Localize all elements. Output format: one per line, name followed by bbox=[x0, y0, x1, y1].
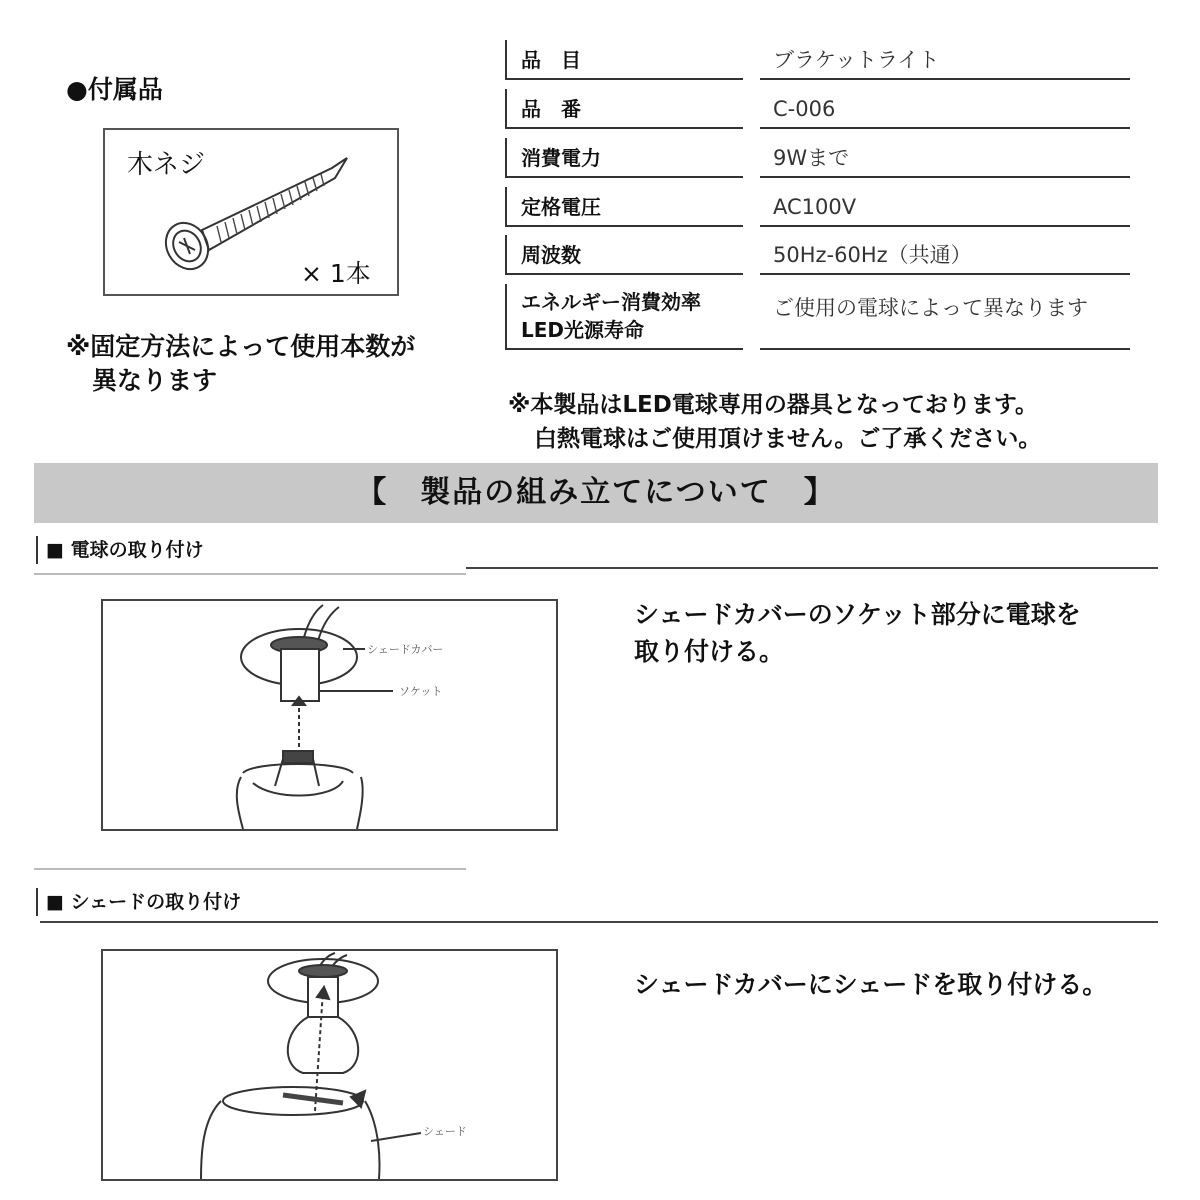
accessories-title: ●付属品 bbox=[66, 75, 163, 104]
figure-label-shade: シェード bbox=[423, 1125, 467, 1138]
spec-value-frequency: 50Hz-60Hz（共通） bbox=[760, 235, 1130, 275]
screw-box bbox=[103, 128, 399, 296]
divider bbox=[34, 573, 466, 575]
spec-label-number: 品 番 bbox=[505, 89, 743, 129]
spec-value-voltage: AC100V bbox=[760, 187, 1130, 227]
section-heading-bulb: ■ 電球の取り付け bbox=[36, 536, 204, 564]
spec-note-line2: 白熱電球はご使用頂けません。ご了承ください。 bbox=[534, 426, 1042, 452]
screw-name: 木ネジ bbox=[127, 150, 206, 180]
figure-label-shade-cover: シェードカバー bbox=[367, 643, 444, 656]
divider bbox=[34, 868, 466, 870]
spec-value-power: 9Wまで bbox=[760, 138, 1130, 178]
spec-label-power: 消費電力 bbox=[505, 138, 743, 178]
spec-label-efficiency-line2: LED光源寿命 bbox=[521, 318, 645, 342]
accessories-note bbox=[66, 330, 466, 398]
spec-value-number: C-006 bbox=[760, 89, 1130, 129]
accessories-note-line2: 異なります bbox=[92, 366, 218, 395]
bulb-install-description-line2: 取り付ける。 bbox=[634, 637, 785, 666]
divider bbox=[466, 567, 1158, 569]
shade-install-figure bbox=[101, 949, 558, 1181]
section-heading-shade: ■ シェードの取り付け bbox=[36, 888, 241, 916]
divider bbox=[40, 921, 1158, 923]
assembly-banner: 【 製品の組み立てについて 】 bbox=[34, 463, 1158, 523]
spec-label-voltage: 定格電圧 bbox=[505, 187, 743, 227]
spec-label-frequency: 周波数 bbox=[505, 235, 743, 275]
screw-count: × 1本 bbox=[301, 259, 371, 288]
spec-label-efficiency bbox=[505, 284, 743, 350]
spec-value-item: ブラケットライト bbox=[760, 40, 1130, 80]
bulb-install-figure bbox=[101, 599, 558, 831]
spec-label-item: 品 目 bbox=[505, 40, 743, 80]
bulb-install-description bbox=[634, 596, 1081, 670]
figure-label-socket: ソケット bbox=[399, 685, 443, 698]
spec-label-efficiency-line1: エネルギー消費効率 bbox=[521, 290, 701, 314]
spec-note bbox=[508, 388, 1041, 456]
bulb-install-description-line1: シェードカバーのソケット部分に電球を bbox=[634, 600, 1081, 629]
spec-value-efficiency: ご使用の電球によって異なります bbox=[760, 284, 1130, 350]
bulb-socket-illustration bbox=[103, 601, 556, 829]
shade-install-description: シェードカバーにシェードを取り付ける。 bbox=[634, 970, 1108, 999]
shade-illustration bbox=[103, 951, 556, 1179]
spec-note-line1: ※本製品はLED電球専用の器具となっております。 bbox=[508, 392, 1038, 418]
accessories-note-line1: ※固定方法によって使用本数が bbox=[66, 332, 416, 361]
